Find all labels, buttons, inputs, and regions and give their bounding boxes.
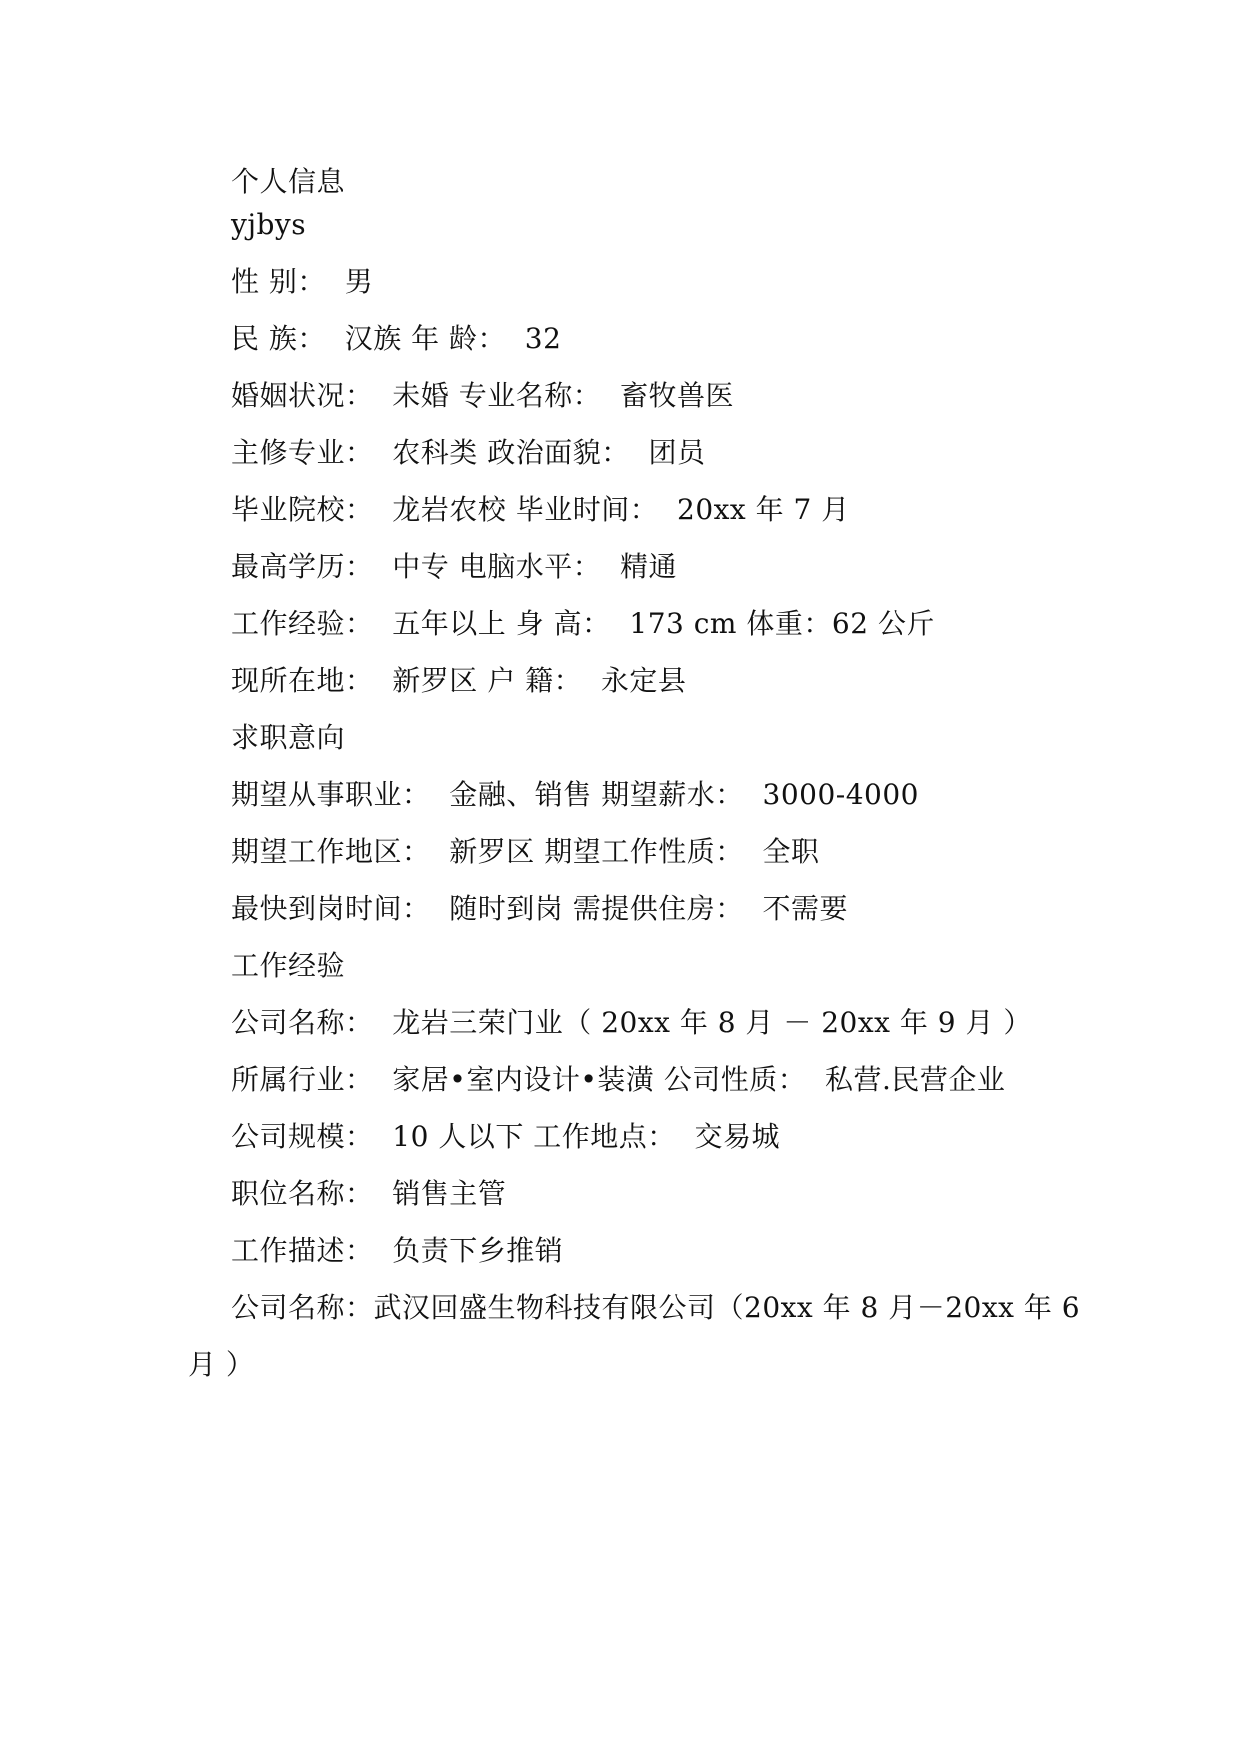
- section-heading-personal-info: 个人信息: [231, 165, 346, 198]
- text-line-position: 职位名称： 销售主管: [231, 1177, 507, 1210]
- text-line-experience-height: 工作经验： 五年以上 身 高： 173 cm 体重：62 公斤: [231, 607, 935, 640]
- text-line-industry-nature: 所属行业： 家居•室内设计•装潢 公司性质： 私营.民营企业: [231, 1063, 1006, 1096]
- text-line-description: 工作描述： 负责下乡推销: [231, 1234, 564, 1267]
- text-line-company-2-continued: 月 ）: [188, 1348, 255, 1381]
- text-line-start-housing: 最快到岗时间： 随时到岗 需提供住房： 不需要: [231, 892, 849, 925]
- text-line-marital-major: 婚姻状况： 未婚 专业名称： 畜牧兽医: [231, 379, 735, 412]
- text-line-desired-area-type: 期望工作地区： 新罗区 期望工作性质： 全职: [231, 835, 820, 868]
- text-line-location-hukou: 现所在地： 新罗区 户 籍： 永定县: [231, 664, 687, 697]
- text-line-desired-job-salary: 期望从事职业： 金融、销售 期望薪水： 3000-4000: [231, 778, 919, 811]
- text-line-gender: 性 别： 男: [231, 265, 374, 298]
- text-line-major-political: 主修专业： 农科类 政治面貌： 团员: [231, 436, 706, 469]
- section-heading-job-intention: 求职意向: [231, 721, 346, 754]
- text-line-name: yjbys: [231, 208, 307, 241]
- text-line-company-2: 公司名称：武汉回盛生物科技有限公司（20xx 年 8 月－20xx 年 6: [231, 1291, 1081, 1324]
- text-line-ethnicity-age: 民 族： 汉族 年 龄： 32: [231, 322, 562, 355]
- text-line-education-computer: 最高学历： 中专 电脑水平： 精通: [231, 550, 678, 583]
- text-line-company-1: 公司名称： 龙岩三荣门业（ 20xx 年 8 月 － 20xx 年 9 月 ）: [231, 1006, 1032, 1039]
- text-line-size-location: 公司规模： 10 人以下 工作地点： 交易城: [231, 1120, 781, 1153]
- section-heading-work-experience: 工作经验: [231, 949, 346, 982]
- text-line-school-graduation: 毕业院校： 龙岩农校 毕业时间： 20xx 年 7 月: [231, 493, 850, 526]
